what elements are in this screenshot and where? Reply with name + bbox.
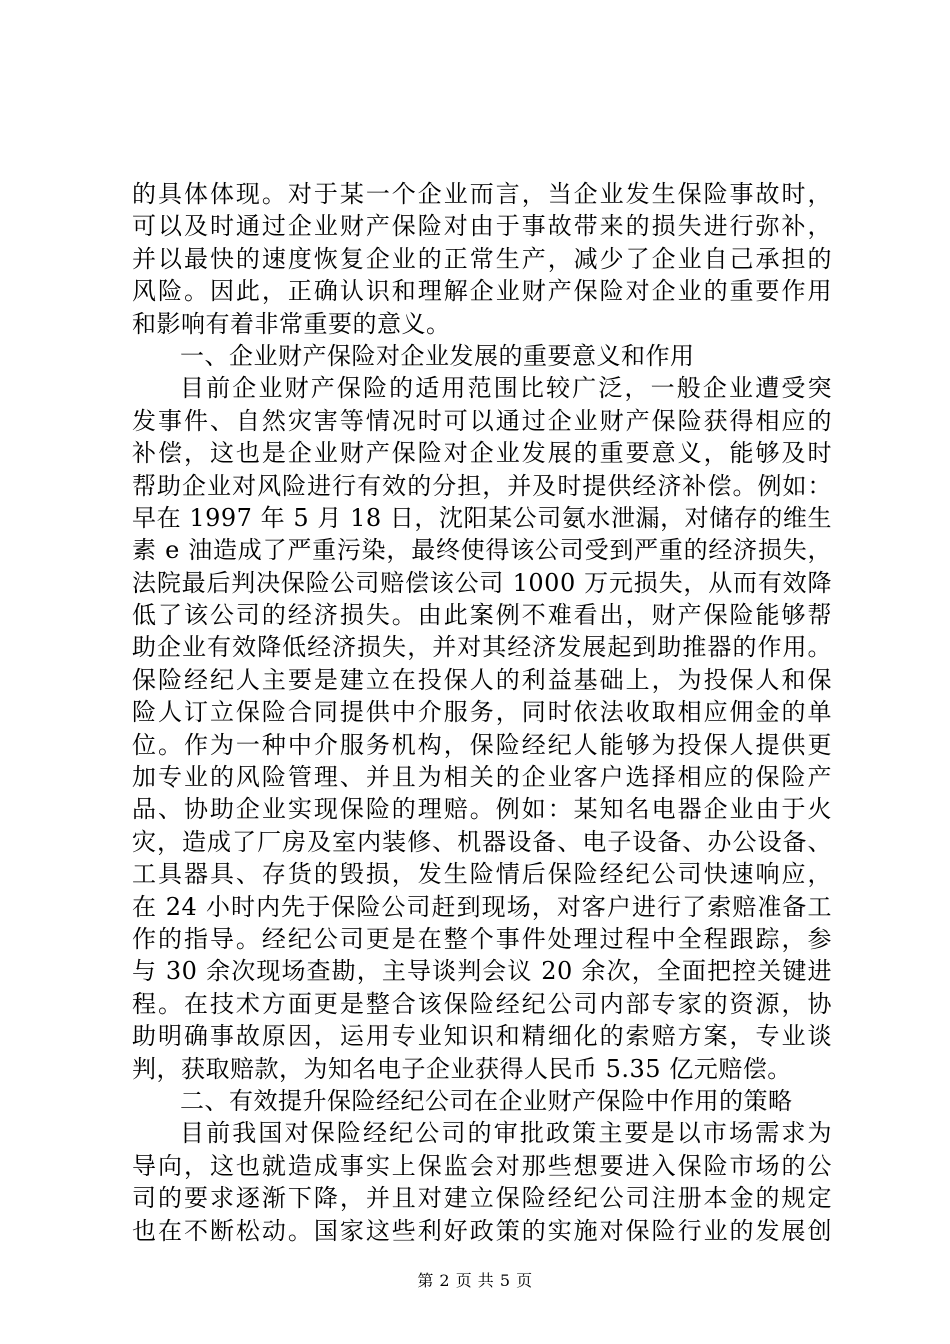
text-line: 加专业的风险管理、并且为相关的企业客户选择相应的保险产 xyxy=(132,763,832,792)
text-line: 工具器具、存货的毁损，发生险情后保险经纪公司快速响应， xyxy=(132,860,832,889)
text-line: 低了该公司的经济损失。由此案例不难看出，财产保险能够帮 xyxy=(132,601,832,630)
text-line: 保险经纪人主要是建立在投保人的利益基础上，为投保人和保 xyxy=(132,665,832,694)
text-line: 并以最快的速度恢复企业的正常生产，减少了企业自己承担的 xyxy=(132,244,832,273)
text-line: 补偿，这也是企业财产保险对企业发展的重要意义，能够及时 xyxy=(132,439,832,468)
text-line: 素 e 油造成了严重污染，最终使得该公司受到严重的经济损失， xyxy=(132,536,832,565)
text-line: 助明确事故原因，运用专业知识和精细化的索赔方案，专业谈 xyxy=(132,1022,832,1051)
text-line: 帮助企业对风险进行有效的分担，并及时提供经济补偿。例如： xyxy=(132,471,832,500)
text-line: 目前企业财产保险的适用范围比较广泛，一般企业遭受突 xyxy=(180,374,832,403)
text-line: 一、企业财产保险对企业发展的重要意义和作用 xyxy=(180,341,695,370)
text-line: 可以及时通过企业财产保险对由于事故带来的损失进行弥补， xyxy=(132,212,832,241)
text-line: 在 24 小时内先于保险公司赶到现场，对客户进行了索赔准备工 xyxy=(132,892,832,921)
text-line: 灾，造成了厂房及室内装修、机器设备、电子设备、办公设备、 xyxy=(132,827,832,856)
text-line: 法院最后判决保险公司赔偿该公司 1000 万元损失，从而有效降 xyxy=(132,568,832,597)
text-line: 的具体体现。对于某一个企业而言，当企业发生保险事故时， xyxy=(132,180,832,208)
text-line: 位。作为一种中介服务机构，保险经纪人能够为投保人提供更 xyxy=(132,730,832,759)
text-line: 品、协助企业实现保险的理赔。例如：某知名电器企业由于火 xyxy=(132,795,832,824)
text-line: 早在 1997 年 5 月 18 日，沈阳某公司氨水泄漏，对储存的维生 xyxy=(132,503,832,532)
text-line: 司的要求逐渐下降，并且对建立保险经纪公司注册本金的规定 xyxy=(132,1184,832,1213)
text-line: 目前我国对保险经纪公司的审批政策主要是以市场需求为 xyxy=(180,1119,832,1148)
text-line: 助企业有效降低经济损失，并对其经济发展起到助推器的作用。 xyxy=(132,633,832,662)
text-line: 发事件、自然灾害等情况时可以通过企业财产保险获得相应的 xyxy=(132,406,832,435)
text-line: 作的指导。经纪公司更是在整个事件处理过程中全程跟踪，参 xyxy=(132,924,832,953)
text-line: 二、有效提升保险经纪公司在企业财产保险中作用的策略 xyxy=(180,1086,793,1115)
text-line: 程。在技术方面更是整合该保险经纪公司内部专家的资源，协 xyxy=(132,989,832,1018)
text-line: 险人订立保险合同提供中介服务，同时依法收取相应佣金的单 xyxy=(132,698,832,727)
text-line: 导向，这也就造成事实上保监会对那些想要进入保险市场的公 xyxy=(132,1151,832,1180)
text-line: 判，获取赔款，为知名电子企业获得人民币 5.35 亿元赔偿。 xyxy=(132,1054,792,1083)
text-line: 与 30 余次现场查勘，主导谈判会议 20 余次，全面把控关键进 xyxy=(132,957,832,986)
document-body xyxy=(132,178,832,1247)
page-number-footer: 第 2 页 共 5 页 xyxy=(417,1271,533,1290)
text-line: 也在不断松动。国家这些利好政策的实施对保险行业的发展创 xyxy=(132,1216,832,1245)
text-line: 风险。因此，正确认识和理解企业财产保险对企业的重要作用 xyxy=(132,277,832,306)
text-line: 和影响有着非常重要的意义。 xyxy=(132,309,451,338)
